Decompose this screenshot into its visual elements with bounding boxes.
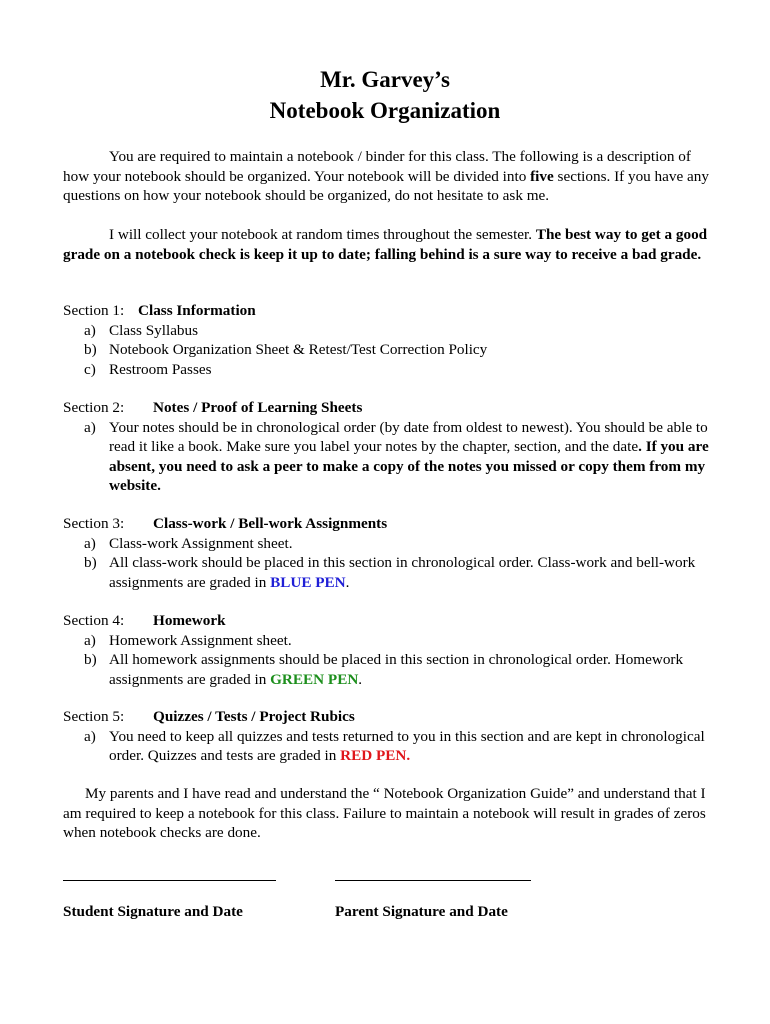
- section-2: [63, 398, 713, 496]
- list-marker: b): [84, 554, 97, 571]
- list-text-end: .: [345, 573, 350, 591]
- parent-signature-line[interactable]: [335, 880, 531, 881]
- list-marker: a): [84, 631, 96, 649]
- section-3: [63, 514, 713, 592]
- student-signature-label: Student Signature and Date: [63, 903, 243, 920]
- section-2-list: [63, 418, 713, 496]
- list-item: [63, 321, 713, 341]
- agreement-text: My parents and I have read and understand the “ Notebook Organization Guide” and understand that I am required to keep a notebook for this class. Failure to maintain a notebook will result in grades of zeros when notebook checks are done.: [63, 785, 706, 841]
- intro2-text: I will collect your notebook at random times throughout the semester.: [109, 226, 536, 243]
- red-pen-label: RED PEN.: [340, 747, 411, 764]
- list-text: Restroom Passes: [109, 360, 212, 378]
- list-item: [63, 534, 713, 554]
- section-5: [63, 707, 713, 766]
- list-marker: b): [84, 341, 97, 358]
- title-line-1: Mr. Garvey’s: [320, 67, 450, 92]
- section-1-label: Section 1:: [63, 302, 125, 319]
- list-text-bold: . If you are absent, you need to ask a peer to make a copy of the notes you missed or copy them from my website.: [109, 438, 709, 494]
- list-text: Homework Assignment sheet.: [109, 631, 292, 649]
- list-item: [63, 727, 713, 766]
- list-item: [63, 650, 713, 689]
- student-signature-line[interactable]: [63, 880, 276, 881]
- intro-bold-five: five: [530, 167, 554, 185]
- section-4-heading: [63, 611, 713, 631]
- list-marker: a): [84, 534, 96, 552]
- list-text: All class-work should be placed in this section in chronological order. Class-work and bell-work assignments are graded in: [109, 554, 696, 591]
- intro-paragraph-2: [63, 225, 713, 264]
- list-marker: a): [84, 418, 96, 436]
- list-marker: c): [84, 360, 96, 378]
- parent-signature-label: Parent Signature and Date: [335, 903, 508, 920]
- section-5-list: [63, 727, 713, 766]
- list-text: Your notes should be in chronological order (by date from oldest to newest). You should be able to read it like a book. Make sure you label your notes by the chapter, section, and the date: [109, 418, 708, 455]
- intro-text: You are required to maintain a notebook / binder for this class. The following is a description of how your notebook should be organized. Your notebook will be divided into: [63, 148, 691, 185]
- section-3-title: Class-work / Bell-work Assignments: [153, 515, 388, 532]
- section-1-heading: [63, 301, 713, 321]
- blue-pen-label: BLUE PEN: [270, 573, 346, 591]
- section-5-heading: [63, 707, 713, 727]
- list-item: [63, 553, 713, 592]
- list-text: You need to keep all quizzes and tests returned to you in this section and are kept in chronological order. Quizzes and tests are graded in: [109, 727, 705, 764]
- section-3-heading: [63, 514, 713, 534]
- list-marker: a): [84, 321, 96, 339]
- section-1-list: [63, 321, 713, 380]
- section-2-heading: [63, 398, 713, 418]
- list-marker: b): [84, 651, 97, 668]
- section-4: [63, 611, 713, 689]
- section-4-title: Homework: [153, 612, 226, 629]
- intro2-bold: The best way to get a good grade on a notebook check is keep it up to date; falling behind is a sure way to receive a bad grade.: [63, 226, 708, 263]
- list-item: [63, 418, 713, 496]
- list-text: All homework assignments should be placed in this section in chronological order. Homework assignments are graded in: [109, 651, 684, 688]
- title-line-2: Notebook Organization: [269, 98, 501, 123]
- section-4-label: Section 4:: [63, 612, 125, 629]
- section-1-title: Class Information: [138, 302, 256, 319]
- section-1: [63, 301, 713, 379]
- agreement-paragraph: [63, 784, 713, 843]
- green-pen-label: GREEN PEN: [270, 670, 359, 688]
- intro-text-end: sections. If you have any questions on how your notebook should be organized, do not hesitate to ask me.: [63, 167, 709, 204]
- list-text: Class-work Assignment sheet.: [109, 534, 293, 552]
- list-text-end: .: [358, 670, 363, 688]
- section-3-label: Section 3:: [63, 515, 125, 532]
- list-item: [63, 340, 713, 360]
- section-5-label: Section 5:: [63, 708, 125, 725]
- list-item: [63, 360, 713, 380]
- list-text: Class Syllabus: [109, 321, 199, 339]
- section-2-title: Notes / Proof of Learning Sheets: [153, 399, 363, 416]
- section-3-list: [63, 534, 713, 593]
- list-marker: a): [84, 727, 96, 745]
- section-2-label: Section 2:: [63, 399, 125, 416]
- list-text: Notebook Organization Sheet & Retest/Test Correction Policy: [109, 341, 488, 358]
- intro-paragraph-1: [63, 147, 713, 206]
- section-5-title: Quizzes / Tests / Project Rubics: [153, 708, 355, 725]
- list-item: [63, 631, 713, 651]
- section-4-list: [63, 631, 713, 690]
